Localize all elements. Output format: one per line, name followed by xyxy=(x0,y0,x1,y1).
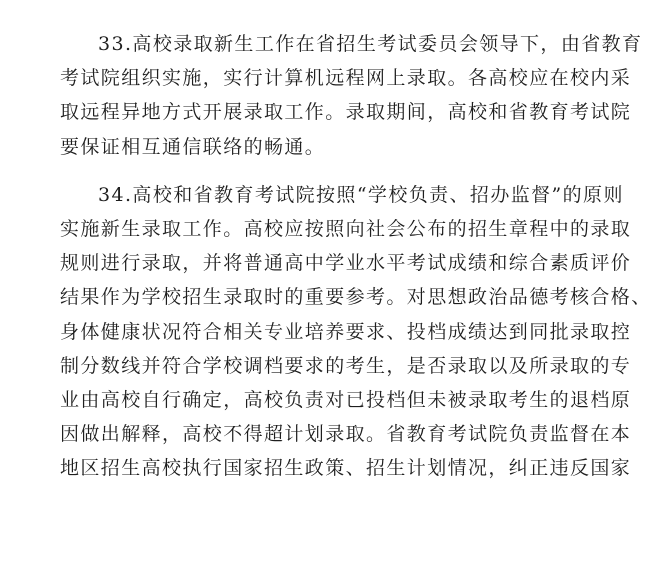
paragraph-line: 业由高校自行确定，高校负责对已投档但未被录取考生的退档原 xyxy=(60,388,632,411)
paragraph-line: 地区招生高校执行国家招生政策、招生计划情况，纠正违反国家 xyxy=(60,457,632,480)
paragraph-line: 考试院组织实施，实行计算机远程网上录取。各高校应在校内采 xyxy=(60,67,632,90)
paragraph-line: 因做出解释，高校不得超计划录取。省教育考试院负责监督在本 xyxy=(60,423,632,446)
paragraph-line: 结果作为学校招生录取时的重要参考。对思想政治品德考核合格、 xyxy=(60,286,652,309)
paragraph-line: 34.高校和省教育考试院按照“学校负责、招办监督”的原则 xyxy=(98,183,624,206)
paragraph-33 xyxy=(60,27,643,164)
paragraph-34 xyxy=(60,178,652,486)
document-body xyxy=(60,27,652,485)
paragraph-spacer xyxy=(60,164,620,178)
paragraph-line: 规则进行录取，并将普通高中学业水平考试成绩和综合素质评价 xyxy=(60,252,632,275)
paragraph-line: 制分数线并符合学校调档要求的考生，是否录取以及所录取的专 xyxy=(60,354,632,377)
paragraph-line: 身体健康状况符合相关专业培养要求、投档成绩达到同批录取控 xyxy=(60,320,632,343)
paragraph-line: 实施新生录取工作。高校应按照向社会公布的招生章程中的录取 xyxy=(60,217,632,240)
paragraph-line: 取远程异地方式开展录取工作。录取期间，高校和省教育考试院 xyxy=(60,101,632,124)
paragraph-line: 要保证相互通信联络的畅通。 xyxy=(60,135,326,158)
paragraph-line: 33.高校录取新生工作在省招生考试委员会领导下，由省教育 xyxy=(98,33,643,55)
